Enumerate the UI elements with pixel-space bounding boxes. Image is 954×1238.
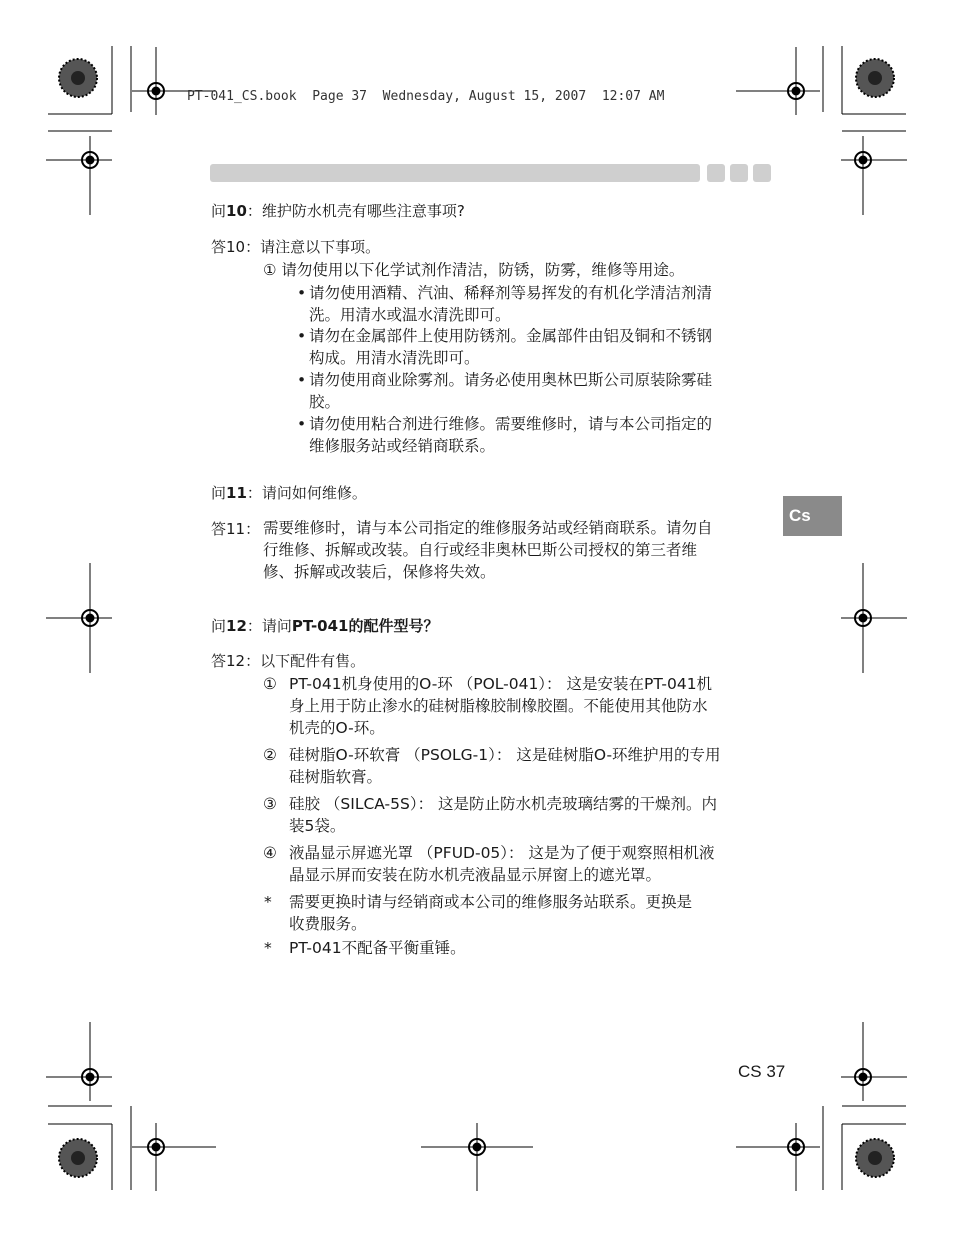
asterisk-marker: * [264,893,272,911]
note-line: PT-041不配备平衡重锤。 [289,939,466,957]
item-line: PT-041机身使用的O-环 （POL-041）： 这是安装在PT-041机 [289,675,713,693]
item-line: 机壳的O-环。 [289,719,385,737]
circled-number: ② [263,746,277,764]
item-line: 硅树脂O-环软膏 （PSOLG-1）： 这是硅树脂O-环维护用的专用 [289,746,721,764]
circled-number: ① [263,261,277,279]
header-square [730,164,748,182]
page-number: CS 37 [738,1062,786,1081]
note-line: 收费服务。 [289,915,367,933]
question-text: 请问如何维修。 [261,484,367,502]
question-10 [211,200,465,221]
item-line: 液晶显示屏遮光罩 （PFUD-05）： 这是为了便于观察照相机液 [289,844,715,862]
bullet-icon: • [297,327,307,345]
question-number: 12 [226,617,247,635]
bullet-item [297,282,306,304]
question-number: 11 [226,484,247,502]
header-square [707,164,725,182]
answer-text: 以下配件有售。 [260,652,366,670]
answer-10-item-1 [263,259,684,281]
circled-number: ③ [263,795,277,813]
answer-10-label [211,236,380,257]
item-line: 硅胶 （SILCA-5S）： 这是防止防水机壳玻璃结雾的干燥剂。内 [289,795,718,813]
question-text: 请问 [261,617,292,635]
circled-number: ④ [263,844,277,862]
item-text: 请勿使用以下化学试剂作清洁，防锈，防雾，维修等用途。 [281,261,685,279]
bullet-line: 洗。用清水或温水清洗即可。 [309,306,511,324]
bullet-icon: • [297,371,307,389]
starburst-targets [59,59,894,1177]
asterisk-marker: * [264,939,272,957]
bullet-icon: • [297,284,307,302]
answer-line: 修、拆解或改装后，保修将失效。 [263,563,496,581]
question-11 [211,482,367,503]
bullet-line: 请勿使用酒精、汽油、稀释剂等易挥发的有机化学清洁剂清 [309,284,713,302]
question-prefix: 问 [211,617,227,635]
book-file-info: PT-041_CS.book Page 37 Wednesday, August 15, 2007 12:07 AM [187,89,665,104]
note-line: 需要更换时请与经销商或本公司的维修服务站联系。更换是 [289,893,693,911]
answer-text: 请注意以下事项。 [260,238,381,256]
question-prefix: 问 [211,484,227,502]
bullet-line: 请勿使用商业除雾剂。请务必使用奥林巴斯公司原装除雾硅 [309,371,713,389]
item-line: 装5袋。 [289,817,346,835]
bullet-item [297,413,306,435]
answer-label: 答10： [211,238,261,256]
item-line: 晶显示屏而安装在防水机壳液晶显示屏窗上的遮光罩。 [289,866,662,884]
question-number: 10 [226,202,247,220]
answer-12-label [211,650,365,671]
item-line: 身上用于防止渗水的硅树脂橡胶制橡胶圈。不能使用其他防水 [289,697,708,715]
bullet-item [297,369,306,391]
bullet-icon: • [297,415,307,433]
question-prefix: 问 [211,202,227,220]
circled-number: ① [263,675,277,693]
question-colon: ： [246,202,262,220]
bullet-line: 请勿在金属部件上使用防锈剂。金属部件由铝及铜和不锈钢 [309,327,713,345]
answer-line: 行维修、拆解或改装。自行或经非奥林巴斯公司授权的第三者维 [263,541,698,559]
header-square [753,164,771,182]
bullet-line: 构成。用清水清洗即可。 [309,349,480,367]
question-model: PT-041 [291,617,349,635]
question-colon: ： [246,484,262,502]
answer-11-label: 答11： [211,520,261,538]
question-text-bold: 的配件型号？ [348,617,439,635]
bullet-line: 请勿使用粘合剂进行维修。需要维修时，请与本公司指定的 [309,415,713,433]
answer-label: 答12： [211,652,261,670]
registration-targets [46,47,907,1191]
bullet-line: 胶。 [309,393,341,411]
question-colon: ： [246,617,262,635]
question-text: 维护防水机壳有哪些注意事项? [261,202,465,220]
answer-line: 需要维修时，请与本公司指定的维修服务站或经销商联系。请勿自 [263,519,713,537]
language-tab: Cs [783,496,842,536]
bullet-line: 维修服务站或经销商联系。 [309,437,496,455]
header-band [210,164,700,182]
item-line: 硅树脂软膏。 [289,768,383,786]
bullet-item [297,325,306,347]
question-12 [211,615,439,636]
